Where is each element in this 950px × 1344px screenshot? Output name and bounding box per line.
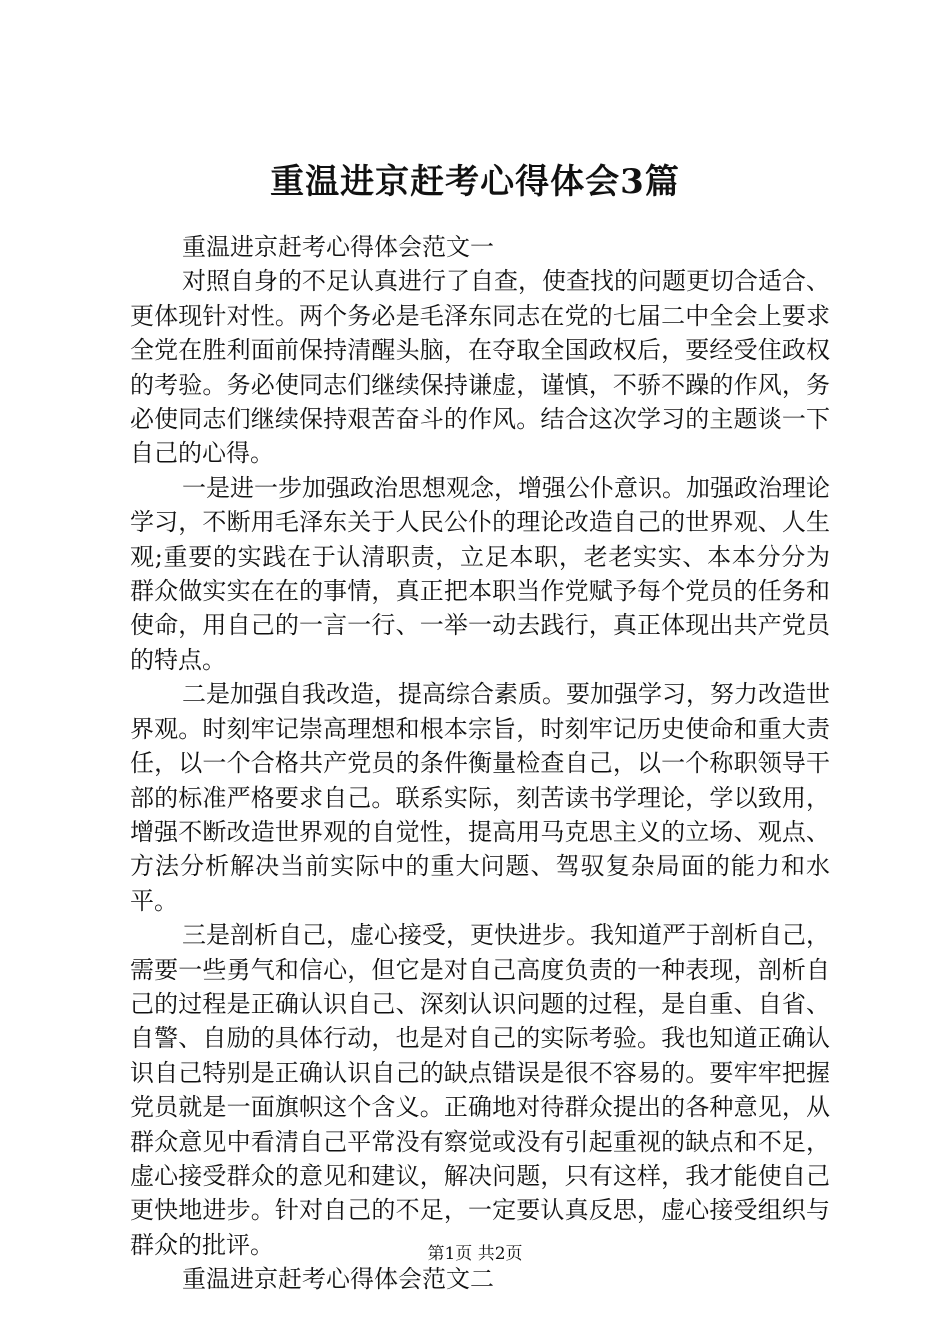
section-heading-1: 重温进京赶考心得体会范文一 <box>182 233 494 261</box>
paragraph-point-3: 三是剖析自己，虚心接受，更快进步。我知道严于剖析自己，需要一些勇气和信心，但它是对自己高度负责的一种表现，剖析自己的过程是正确认识自己、深刻认识问题的过程，是自重、自省、自警、自励的具体行动，也是对自己的实际考验。我也知道正确认识自己特别是正确认识自己的缺点错误是很不容易的。要牢牢把握党员就是一面旗帜这个含义。正确地对待群众提出的各种意见，从群众意见中看清自己平常没有察觉或没有引起重视的缺点和不足，虚心接受群众的意见和建议，解决问题，只有这样，我才能使自己更快地进步。针对自己的不足，一定要认真反思，虚心接受组织与群众的批评。 <box>130 921 830 1259</box>
section-heading-2: 重温进京赶考心得体会范文二 <box>182 1265 494 1294</box>
page-footer: 第1页 共2页 <box>427 1244 523 1264</box>
paragraph-point-2: 二是加强自我改造，提高综合素质。要加强学习，努力改造世界观。时刻牢记崇高理想和根本宗旨，时刻牢记历史使命和重大责任，以一个合格共产党员的条件衡量检查自己，以一个称职领导干部的标准严格要求自己。联系实际，刻苦读书学理论，学以致用，增强不断改造世界观的自觉性，提高用马克思主义的立场、观点、方法分析解决当前实际中的重大问题、驾驭复杂局面的能力和水平。 <box>130 680 830 915</box>
document-body <box>130 230 830 1297</box>
document-title: 重温进京赶考心得体会3篇 <box>270 162 680 202</box>
paragraph-intro: 对照自身的不足认真进行了自查，使查找的问题更切合适合、更体现针对性。两个务必是毛泽东同志在党的七届二中全会上要求全党在胜利面前保持清醒头脑，在夺取全国政权后，要经受住政权的考验。务必使同志们继续保持谦虚，谨慎，不骄不躁的作风，务必使同志们继续保持艰苦奋斗的作风。结合这次学习的主题谈一下自己的心得。 <box>130 267 830 468</box>
paragraph-point-1: 一是进一步加强政治思想观念，增强公仆意识。加强政治理论学习，不断用毛泽东关于人民公仆的理论改造自己的世界观、人生观;重要的实践在于认清职责，立足本职，老老实实、本本分分为群众做实实在在的事情，真正把本职当作党赋予每个党员的任务和使命，用自己的一言一行、一举一动去践行，真正体现出共产党员的特点。 <box>130 473 830 674</box>
